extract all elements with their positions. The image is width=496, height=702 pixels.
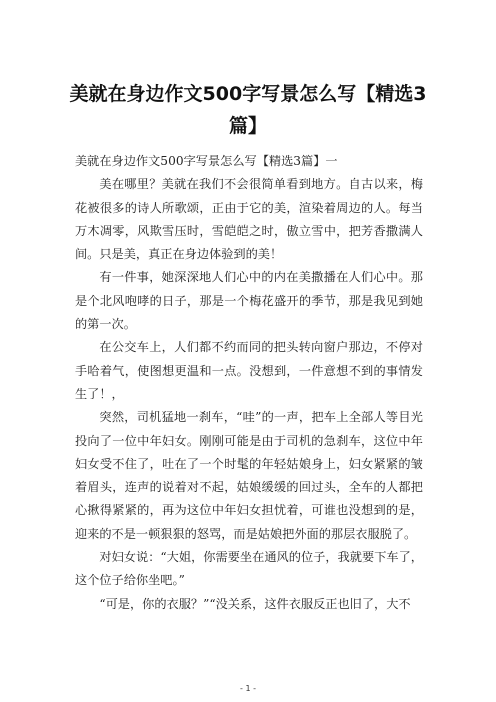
document-title: 美就在身边作文500字写景怎么写【精选3篇】 <box>69 83 427 137</box>
document-subtitle: 美就在身边作文500字写景怎么写【精选3篇】一 <box>75 154 338 168</box>
paragraph: “可是，你的衣服？”“没关系，这件衣服反正也旧了，大不 <box>99 596 411 611</box>
paragraph: 有一件事，她深深地人们心中的内在美撒播在人们心中。那是个北风咆哮的日子，那是一个梅花盛开的季节，那是我见到她的第一次。 <box>75 270 423 332</box>
paragraph: 在公交车上，人们都不约而同的把头转向窗户那边，不停对手哈着气，使图想更温和一点。没想到，一件意想不到的事情发生了！， <box>75 340 423 401</box>
document-body <box>75 150 423 616</box>
page-number: - 1 - <box>240 684 256 693</box>
paragraph: 美在哪里？美就在我们不会很简单看到地方。自古以来，梅花被很多的诗人所歌颂，正由于它的美，渲染着周边的人。每当万木凋零，风欺雪压时，雪皑皑之时，傲立雪中，把芳香撒满人间。只是美，真正在身边体验到的美！ <box>75 177 423 262</box>
paragraph: 对妇女说：“大姐，你需要坐在通风的位子，我就要下车了，这个位子给你坐吧。” <box>75 550 423 588</box>
paragraph: 突然，司机猛地一刹车，“哇”的一声，把车上全部人等目光投向了一位中年妇女。刚刚可能是由于司机的急刹车，这位中年妇女受不住了，吐在了一个时髦的年轻姑娘身上，妇女紧紧的皱着眉头，连声的说着对不起，姑娘缓缓的回过头，全车的人都把心揪得紧紧的，再为这位中年妇女担忧着，可谁也没想到的是，迎来的不是一顿狠狠的怒骂，而是姑娘把外面的那层衣服脱了。 <box>75 410 423 541</box>
